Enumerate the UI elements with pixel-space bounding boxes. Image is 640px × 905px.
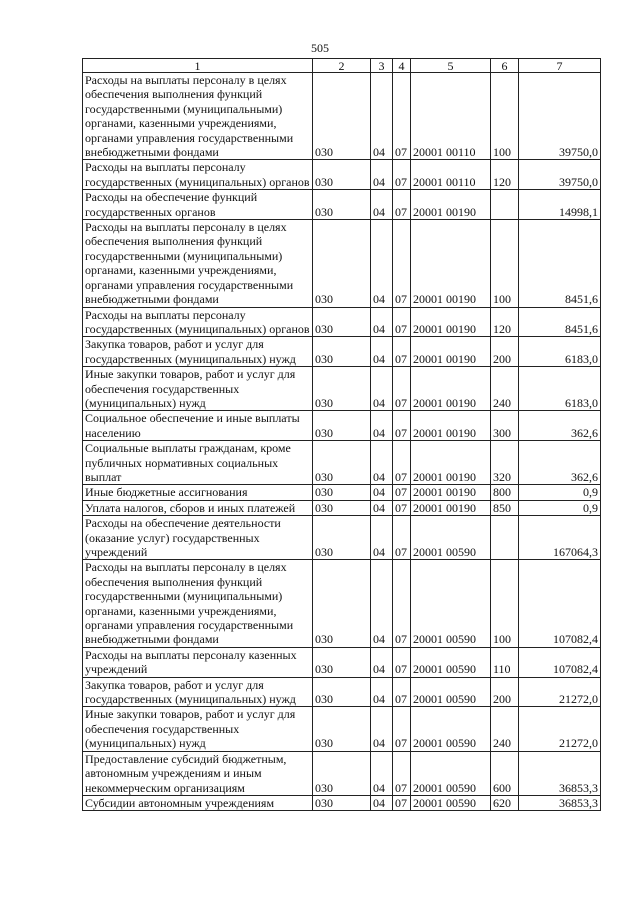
- row-amount: 362,6: [519, 441, 601, 485]
- table-row: [83, 560, 601, 647]
- row-section-code: 04: [371, 441, 393, 485]
- row-target-article: 20001 00190: [411, 307, 491, 337]
- row-target-article: 20001 00590: [411, 516, 491, 560]
- row-name: Социальные выплаты гражданам, кроме публичных нормативных социальных выплат: [83, 441, 313, 485]
- row-expense-type: 200: [491, 677, 519, 707]
- row-section-code: 04: [371, 485, 393, 500]
- row-amount: 6183,0: [519, 367, 601, 411]
- row-section-code: 04: [371, 190, 393, 220]
- row-target-article: 20001 00190: [411, 485, 491, 500]
- row-subsection-code: 07: [393, 560, 411, 647]
- row-name: Иные бюджетные ассигнования: [83, 485, 313, 500]
- table-row: [83, 647, 601, 677]
- table-row: [83, 337, 601, 367]
- row-expense-type: 620: [491, 795, 519, 810]
- row-section-code: 04: [371, 500, 393, 515]
- row-name: Расходы на обеспечение деятельности (оказание услуг) государственных учреждений: [83, 516, 313, 560]
- row-admin-code: 030: [313, 411, 371, 441]
- row-amount: 39750,0: [519, 160, 601, 190]
- row-expense-type: 120: [491, 160, 519, 190]
- row-name: Расходы на выплаты персоналу в целях обеспечения выполнения функций государственными (муниципальными) органами, казенными учреждениями, органами управления государственными внебюджетными фондами: [83, 560, 313, 647]
- row-target-article: 20001 00590: [411, 707, 491, 751]
- row-name: Расходы на обеспечение функций государственных органов: [83, 190, 313, 220]
- row-section-code: 04: [371, 707, 393, 751]
- row-expense-type: 110: [491, 647, 519, 677]
- row-amount: 14998,1: [519, 190, 601, 220]
- table-row: [83, 220, 601, 307]
- row-subsection-code: 07: [393, 73, 411, 160]
- column-header-4: 4: [393, 59, 411, 73]
- row-name: Расходы на выплаты персоналу в целях обеспечения выполнения функций государственными (муниципальными) органами, казенными учреждениями, органами управления государственными внебюджетными фондами: [83, 220, 313, 307]
- row-amount: 6183,0: [519, 337, 601, 367]
- row-admin-code: 030: [313, 337, 371, 367]
- row-admin-code: 030: [313, 190, 371, 220]
- row-section-code: 04: [371, 751, 393, 795]
- budget-table: [82, 58, 601, 811]
- row-expense-type: 100: [491, 73, 519, 160]
- row-expense-type: 120: [491, 307, 519, 337]
- table-row: [83, 485, 601, 500]
- row-amount: 36853,3: [519, 795, 601, 810]
- row-target-article: 20001 00190: [411, 190, 491, 220]
- row-subsection-code: 07: [393, 190, 411, 220]
- table-row: [83, 190, 601, 220]
- row-admin-code: 030: [313, 441, 371, 485]
- row-expense-type: 320: [491, 441, 519, 485]
- row-admin-code: 030: [313, 516, 371, 560]
- row-subsection-code: 07: [393, 160, 411, 190]
- row-section-code: 04: [371, 411, 393, 441]
- row-name: Субсидии автономным учреждениям: [83, 795, 313, 810]
- page-number: 505: [311, 41, 329, 55]
- row-admin-code: 030: [313, 485, 371, 500]
- row-expense-type: 800: [491, 485, 519, 500]
- row-name: Уплата налогов, сборов и иных платежей: [83, 500, 313, 515]
- column-header-5: 5: [411, 59, 491, 73]
- row-section-code: 04: [371, 560, 393, 647]
- row-section-code: 04: [371, 160, 393, 190]
- row-expense-type: 100: [491, 220, 519, 307]
- row-subsection-code: 07: [393, 367, 411, 411]
- row-subsection-code: 07: [393, 411, 411, 441]
- row-subsection-code: 07: [393, 485, 411, 500]
- row-target-article: 20001 00110: [411, 160, 491, 190]
- row-name: Закупка товаров, работ и услуг для государственных (муниципальных) нужд: [83, 337, 313, 367]
- row-expense-type: 100: [491, 560, 519, 647]
- table-row: [83, 367, 601, 411]
- row-subsection-code: 07: [393, 500, 411, 515]
- row-admin-code: 030: [313, 307, 371, 337]
- row-expense-type: 300: [491, 411, 519, 441]
- row-amount: 107082,4: [519, 560, 601, 647]
- row-target-article: 20001 00590: [411, 795, 491, 810]
- row-subsection-code: 07: [393, 337, 411, 367]
- row-amount: 21272,0: [519, 677, 601, 707]
- row-subsection-code: 07: [393, 220, 411, 307]
- row-admin-code: 030: [313, 220, 371, 307]
- row-expense-type: 600: [491, 751, 519, 795]
- row-subsection-code: 07: [393, 307, 411, 337]
- row-amount: 21272,0: [519, 707, 601, 751]
- row-name: Расходы на выплаты персоналу государственных (муниципальных) органов: [83, 160, 313, 190]
- row-subsection-code: 07: [393, 647, 411, 677]
- row-name: Предоставление субсидий бюджетным, автономным учреждениям и иным некоммерческим организациям: [83, 751, 313, 795]
- row-section-code: 04: [371, 337, 393, 367]
- table-row: [83, 160, 601, 190]
- row-section-code: 04: [371, 795, 393, 810]
- row-amount: 36853,3: [519, 751, 601, 795]
- row-admin-code: 030: [313, 160, 371, 190]
- row-name: Иные закупки товаров, работ и услуг для обеспечения государственных (муниципальных) нужд: [83, 707, 313, 751]
- row-subsection-code: 07: [393, 441, 411, 485]
- row-admin-code: 030: [313, 751, 371, 795]
- row-admin-code: 030: [313, 707, 371, 751]
- row-admin-code: 030: [313, 367, 371, 411]
- row-expense-type: 240: [491, 367, 519, 411]
- row-target-article: 20001 00590: [411, 647, 491, 677]
- row-subsection-code: 07: [393, 795, 411, 810]
- column-header-3: 3: [371, 59, 393, 73]
- row-target-article: 20001 00590: [411, 751, 491, 795]
- table-row: [83, 411, 601, 441]
- row-target-article: 20001 00190: [411, 500, 491, 515]
- row-expense-type: [491, 516, 519, 560]
- row-amount: 0,9: [519, 500, 601, 515]
- row-amount: 8451,6: [519, 220, 601, 307]
- row-target-article: 20001 00190: [411, 220, 491, 307]
- row-name: Социальное обеспечение и иные выплаты населению: [83, 411, 313, 441]
- row-name: Иные закупки товаров, работ и услуг для обеспечения государственных (муниципальных) нужд: [83, 367, 313, 411]
- row-subsection-code: 07: [393, 751, 411, 795]
- row-section-code: 04: [371, 647, 393, 677]
- table-row: [83, 500, 601, 515]
- column-header-2: 2: [313, 59, 371, 73]
- row-amount: 39750,0: [519, 73, 601, 160]
- row-subsection-code: 07: [393, 707, 411, 751]
- row-target-article: 20001 00190: [411, 367, 491, 411]
- row-expense-type: [491, 190, 519, 220]
- table-row: [83, 441, 601, 485]
- row-section-code: 04: [371, 367, 393, 411]
- row-expense-type: 200: [491, 337, 519, 367]
- row-target-article: 20001 00190: [411, 411, 491, 441]
- row-target-article: 20001 00190: [411, 441, 491, 485]
- row-section-code: 04: [371, 307, 393, 337]
- row-admin-code: 030: [313, 677, 371, 707]
- row-admin-code: 030: [313, 500, 371, 515]
- column-header-6: 6: [491, 59, 519, 73]
- row-amount: 0,9: [519, 485, 601, 500]
- row-expense-type: 240: [491, 707, 519, 751]
- row-section-code: 04: [371, 220, 393, 307]
- row-admin-code: 030: [313, 795, 371, 810]
- row-admin-code: 030: [313, 560, 371, 647]
- row-subsection-code: 07: [393, 677, 411, 707]
- row-name: Расходы на выплаты персоналу казенных учреждений: [83, 647, 313, 677]
- table-row: [83, 73, 601, 160]
- row-amount: 8451,6: [519, 307, 601, 337]
- row-target-article: 20001 00190: [411, 337, 491, 367]
- row-amount: 107082,4: [519, 647, 601, 677]
- row-target-article: 20001 00110: [411, 73, 491, 160]
- table-row: [83, 516, 601, 560]
- row-section-code: 04: [371, 677, 393, 707]
- column-header-row: [83, 59, 601, 73]
- table-row: [83, 795, 601, 810]
- table-row: [83, 677, 601, 707]
- row-target-article: 20001 00590: [411, 677, 491, 707]
- row-subsection-code: 07: [393, 516, 411, 560]
- row-amount: 362,6: [519, 411, 601, 441]
- row-admin-code: 030: [313, 647, 371, 677]
- row-amount: 167064,3: [519, 516, 601, 560]
- row-section-code: 04: [371, 73, 393, 160]
- table-row: [83, 707, 601, 751]
- row-name: Закупка товаров, работ и услуг для государственных (муниципальных) нужд: [83, 677, 313, 707]
- column-header-1: 1: [83, 59, 313, 73]
- row-admin-code: 030: [313, 73, 371, 160]
- row-section-code: 04: [371, 516, 393, 560]
- column-header-7: 7: [519, 59, 601, 73]
- table-row: [83, 307, 601, 337]
- row-name: Расходы на выплаты персоналу в целях обеспечения выполнения функций государственными (муниципальными) органами, казенными учреждениями, органами управления государственными внебюджетными фондами: [83, 73, 313, 160]
- table-row: [83, 751, 601, 795]
- row-name: Расходы на выплаты персоналу государственных (муниципальных) органов: [83, 307, 313, 337]
- row-expense-type: 850: [491, 500, 519, 515]
- row-target-article: 20001 00590: [411, 560, 491, 647]
